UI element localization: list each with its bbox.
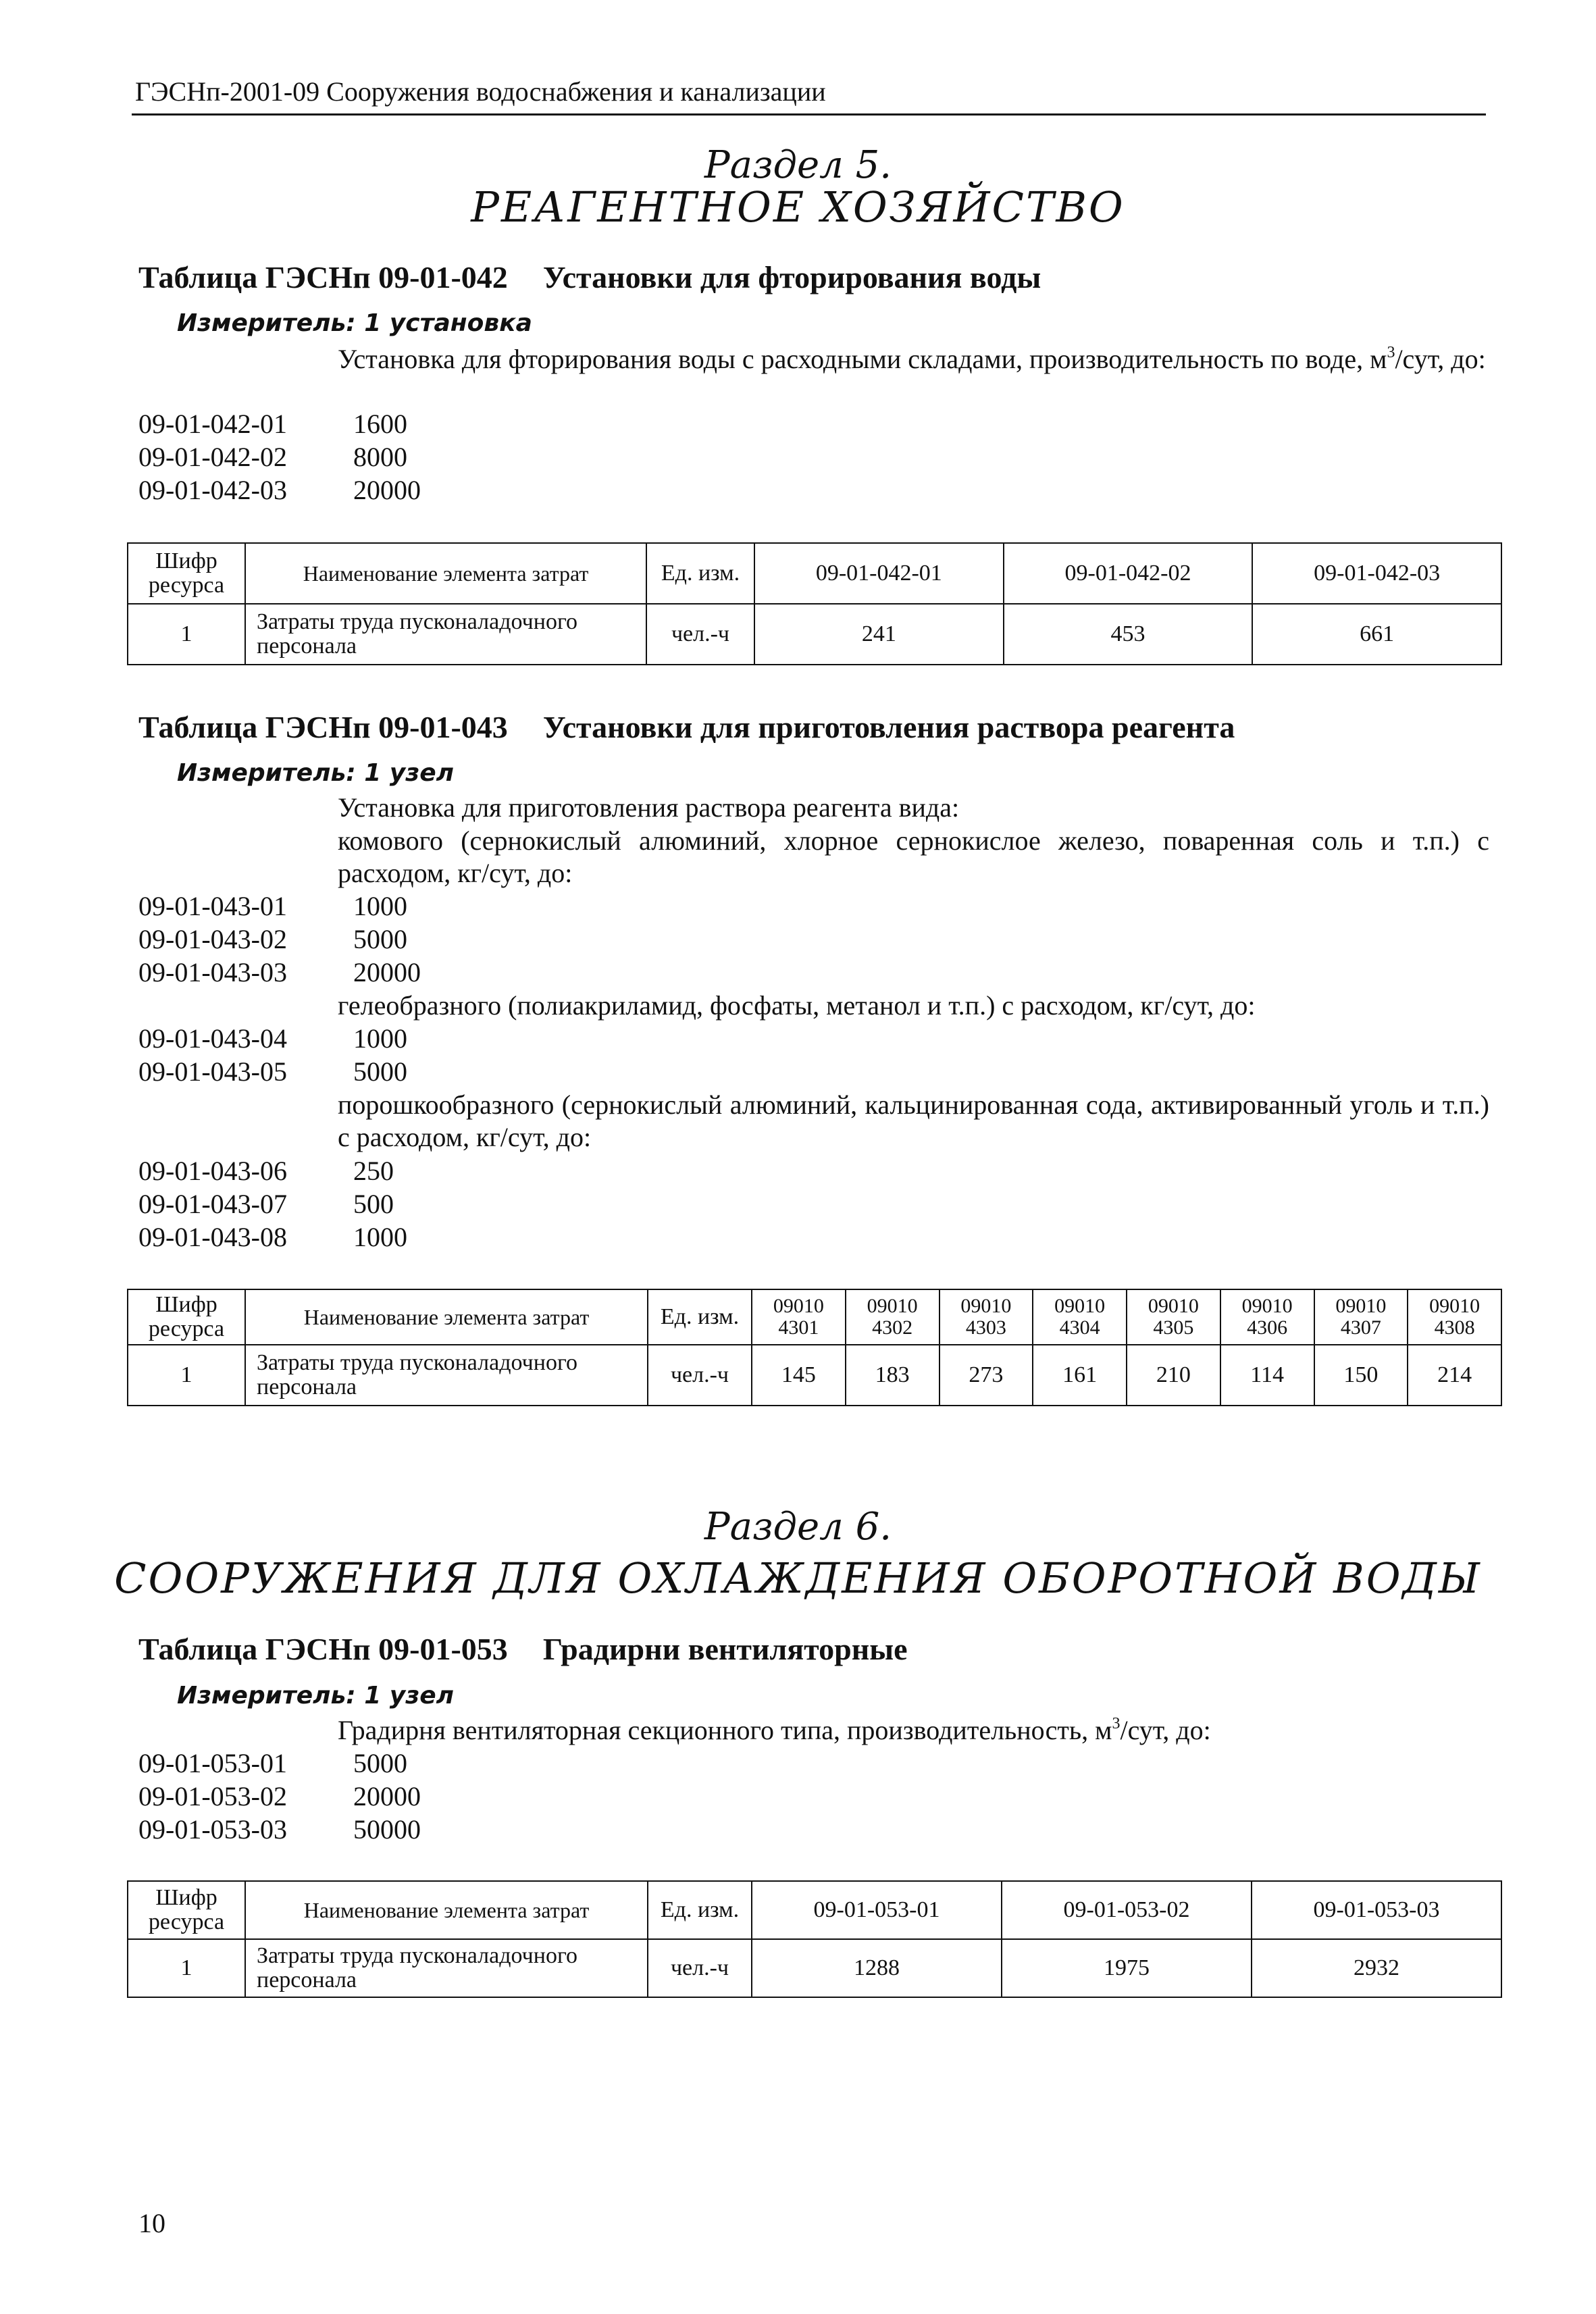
table-042-measure: Измеритель: 1 установка: [177, 309, 532, 337]
table-042-name: Установки для фторирования воды: [542, 260, 1041, 294]
header-name: Наименование элемента затрат: [245, 1289, 648, 1345]
table-043-id: Таблица ГЭСНп 09-01-043: [138, 710, 508, 744]
table-053-name: Градирни вентиляторные: [542, 1632, 908, 1666]
header-rule: [132, 113, 1486, 115]
table-043-item: 09-01-043-08 1000: [138, 1222, 407, 1252]
row-value: 210: [1127, 1345, 1220, 1406]
header-col: 09010 4306: [1220, 1289, 1314, 1345]
table-043-grid: [127, 1289, 1502, 1406]
row-value: 183: [846, 1345, 939, 1406]
table-053-item: 09-01-053-01 5000: [138, 1748, 407, 1778]
section-5-number: Раздел 5.: [704, 143, 892, 187]
header-name: Наименование элемента затрат: [245, 543, 646, 604]
table-043-group-3: порошкообразного (сернокислый алюминий, кальцинированная сода, активированный уголь и т.п.) с расходом, кг/сут, до:: [338, 1089, 1489, 1152]
table-043-measure: Измеритель: 1 узел: [177, 759, 454, 787]
header-col: 09010 4303: [939, 1289, 1033, 1345]
section-6-number: Раздел 6.: [704, 1505, 892, 1549]
table-053-heading: [138, 1631, 908, 1667]
header-col: 09-01-042-02: [1004, 543, 1253, 604]
row-value: 1975: [1002, 1939, 1252, 1997]
row-value: 2932: [1252, 1939, 1501, 1997]
row-value: 661: [1252, 604, 1501, 665]
header-col: 09010 4307: [1314, 1289, 1408, 1345]
row-cipher: 1: [128, 1939, 245, 1997]
table-053-measure: Измеритель: 1 узел: [177, 1682, 454, 1709]
header-unit: Ед. изм.: [648, 1289, 752, 1345]
header-col: 09010 4308: [1408, 1289, 1501, 1345]
header-col: 09010 4305: [1127, 1289, 1220, 1345]
row-unit: чел.-ч: [646, 604, 754, 665]
row-cipher: 1: [128, 604, 245, 665]
table-043-item: 09-01-043-06 250: [138, 1156, 394, 1186]
row-value: 114: [1220, 1345, 1314, 1406]
row-value: 161: [1033, 1345, 1127, 1406]
header-col: 09-01-053-03: [1252, 1881, 1501, 1939]
table-043-group-2: гелеобразного (полиакриламид, фосфаты, метанол и т.п.) с расходом, кг/сут, до:: [338, 990, 1256, 1021]
row-value: 145: [752, 1345, 846, 1406]
running-header: ГЭСНп-2001-09 Сооружения водоснабжения и канализации: [135, 76, 826, 107]
section-6-title: СООРУЖЕНИЯ ДЛЯ ОХЛАЖДЕНИЯ ОБОРОТНОЙ ВОДЫ: [114, 1553, 1482, 1603]
row-value: 241: [754, 604, 1004, 665]
table-042-grid: [127, 542, 1502, 665]
header-col: 09-01-042-01: [754, 543, 1004, 604]
header-name: Наименование элемента затрат: [245, 1881, 648, 1939]
table-043-heading: [138, 709, 1235, 745]
row-value: 150: [1314, 1345, 1408, 1406]
table-053-item: 09-01-053-03 50000: [138, 1814, 421, 1845]
table-042-item: 09-01-042-02 8000: [138, 442, 407, 472]
header-col: 09-01-053-01: [752, 1881, 1002, 1939]
header-cipher: Шифр ресурса: [128, 1289, 245, 1345]
header-cipher: Шифр ресурса: [128, 1881, 245, 1939]
row-cipher: 1: [128, 1345, 245, 1406]
table-042-id: Таблица ГЭСНп 09-01-042: [138, 260, 508, 294]
table-053-item: 09-01-053-02 20000: [138, 1781, 421, 1811]
table-043-item: 09-01-043-05 5000: [138, 1056, 407, 1087]
row-value: 1288: [752, 1939, 1002, 1997]
table-053-description: Градирня вентиляторная секционного типа, производительность, $м^3$/сут, до:: [338, 1715, 1211, 1745]
table-042-item: 09-01-042-01 1600: [138, 409, 407, 439]
table-043-item: 09-01-043-04 1000: [138, 1023, 407, 1054]
table-042-item: 09-01-042-03 20000: [138, 475, 421, 505]
row-name: Затраты труда пусконаладочного персонала: [245, 1345, 648, 1406]
header-col: 09-01-042-03: [1252, 543, 1501, 604]
row-name: Затраты труда пусконаладочного персонала: [245, 604, 646, 665]
page-number: 10: [138, 2208, 165, 2238]
row-value: 273: [939, 1345, 1033, 1406]
table-043-description: Установка для приготовления раствора реагента вида:: [338, 792, 960, 823]
table-042-heading: [138, 259, 1041, 295]
row-name: Затраты труда пусконаладочного персонала: [245, 1939, 648, 1997]
row-unit: чел.-ч: [648, 1939, 752, 1997]
table-043-name: Установки для приготовления раствора реагента: [542, 710, 1235, 744]
table-043-item: 09-01-043-03 20000: [138, 957, 421, 987]
table-043-item: 09-01-043-01 1000: [138, 891, 407, 921]
header-cipher: Шифр ресурса: [128, 543, 245, 604]
table-042-description: Установка для фторирования воды с расходными складами, производительность по воде, $м^3$/сут, до:: [338, 344, 1486, 374]
header-col: 09-01-053-02: [1002, 1881, 1252, 1939]
header-col: 09010 4304: [1033, 1289, 1127, 1345]
row-value: 214: [1408, 1345, 1501, 1406]
table-053-id: Таблица ГЭСНп 09-01-053: [138, 1632, 508, 1666]
header-unit: Ед. изм.: [646, 543, 754, 604]
header-unit: Ед. изм.: [648, 1881, 752, 1939]
header-col: 09010 4302: [846, 1289, 939, 1345]
row-unit: чел.-ч: [648, 1345, 752, 1406]
table-043-item: 09-01-043-02 5000: [138, 924, 407, 954]
table-043-group-1: комового (сернокислый алюминий, хлорное сернокислое железо, поваренная соль и т.п.) с расходом, кг/сут, до:: [338, 825, 1489, 888]
table-043-item: 09-01-043-07 500: [138, 1189, 394, 1219]
section-5-title: РЕАГЕНТНОЕ ХОЗЯЙСТВО: [471, 182, 1125, 232]
header-col: 09010 4301: [752, 1289, 846, 1345]
table-053-grid: [127, 1880, 1502, 1998]
row-value: 453: [1004, 604, 1253, 665]
